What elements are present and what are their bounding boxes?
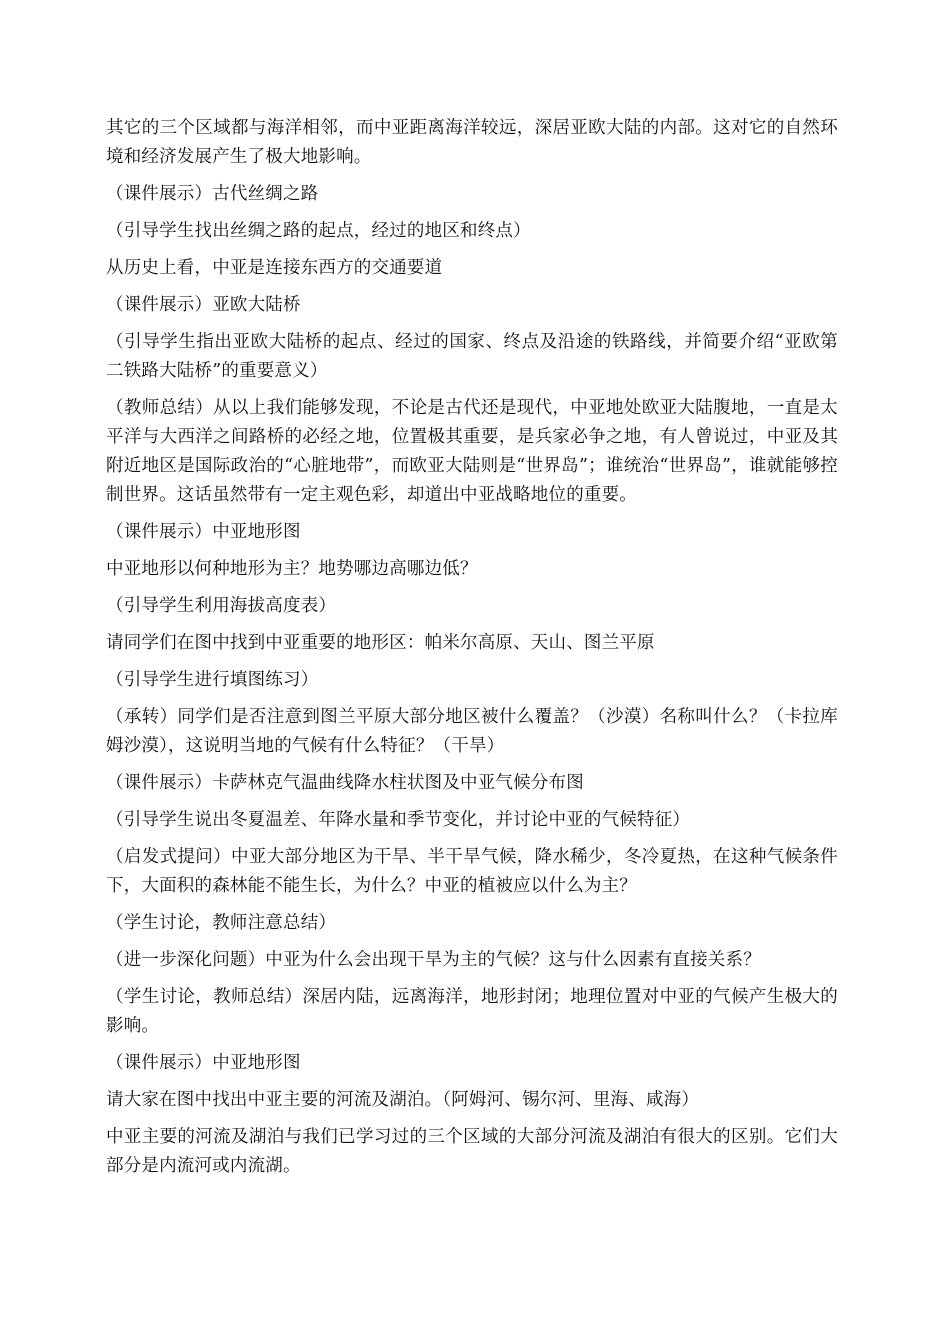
document-body (106, 114, 838, 1189)
paragraph-6: （引导学生指出亚欧大陆桥的起点、经过的国家、终点及沿途的铁路线，并简要介绍“亚欧第二铁路大陆桥”的重要意义） (106, 332, 838, 381)
paragraph-14: （课件展示）卡萨林克气温曲线降水柱状图及中亚气候分布图 (106, 773, 584, 793)
paragraph-15: （引导学生说出冬夏温差、年降水量和季节变化，并讨论中亚的气候特征） (106, 810, 691, 830)
paragraph-20: （课件展示）中亚地形图 (106, 1053, 301, 1073)
paragraph-21: 请大家在图中找出中亚主要的河流及湖泊。（阿姆河、锡尔河、里海、咸海） (106, 1090, 700, 1110)
paragraph-5: （课件展示）亚欧大陆桥 (106, 295, 301, 315)
paragraph-17: （学生讨论，教师注意总结） (106, 913, 337, 933)
paragraph-7: （教师总结）从以上我们能够发现，不论是古代还是现代，中亚地处欧亚大陆腹地，一直是太平洋与大西洋之间路桥的必经之地，位置极其重要，是兵家必争之地，有人曾说过，中亚及其附近地区是国际政治的“心脏地带”，而欧亚大陆则是“世界岛”；谁统治“世界岛”，谁就能够控制世界。这话虽然带有一定主观色彩，却道出中亚战略地位的重要。 (106, 398, 838, 505)
paragraph-13: （承转）同学们是否注意到图兰平原大部分地区被什么覆盖？（沙漠）名称叫什么？（卡拉库姆沙漠），这说明当地的气候有什么特征？（干旱） (106, 707, 838, 756)
paragraph-9: 中亚地形以何种地形为主？地势哪边高哪边低？ (106, 559, 478, 579)
paragraph-12: （引导学生进行填图练习） (106, 670, 319, 690)
paragraph-11: 请同学们在图中找到中亚重要的地形区：帕米尔高原、天山、图兰平原 (106, 633, 655, 653)
paragraph-3: （引导学生找出丝绸之路的起点，经过的地区和终点） (106, 221, 531, 241)
paragraph-18: （进一步深化问题）中亚为什么会出现干旱为主的气候？这与什么因素有直接关系？ (106, 950, 761, 970)
paragraph-1: 其它的三个区域都与海洋相邻，而中亚距离海洋较远，深居亚欧大陆的内部。这对它的自然环境和经济发展产生了极大地影响。 (106, 118, 838, 167)
paragraph-2: （课件展示）古代丝绸之路 (106, 184, 319, 204)
paragraph-19: （学生讨论，教师总结）深居内陆，远离海洋，地形封闭；地理位置对中亚的气候产生极大的影响。 (106, 987, 838, 1036)
paragraph-22: 中亚主要的河流及湖泊与我们已学习过的三个区域的大部分河流及湖泊有很大的区别。它们大部分是内流河或内流湖。 (106, 1127, 838, 1176)
paragraph-4: 从历史上看，中亚是连接东西方的交通要道 (106, 258, 443, 278)
paragraph-16: （启发式提问）中亚大部分地区为干旱、半干旱气候，降水稀少，冬冷夏热，在这种气候条件下，大面积的森林能不能生长，为什么？中亚的植被应以什么为主？ (106, 847, 838, 896)
paragraph-10: （引导学生利用海拔高度表） (106, 596, 337, 616)
paragraph-8: （课件展示）中亚地形图 (106, 522, 301, 542)
